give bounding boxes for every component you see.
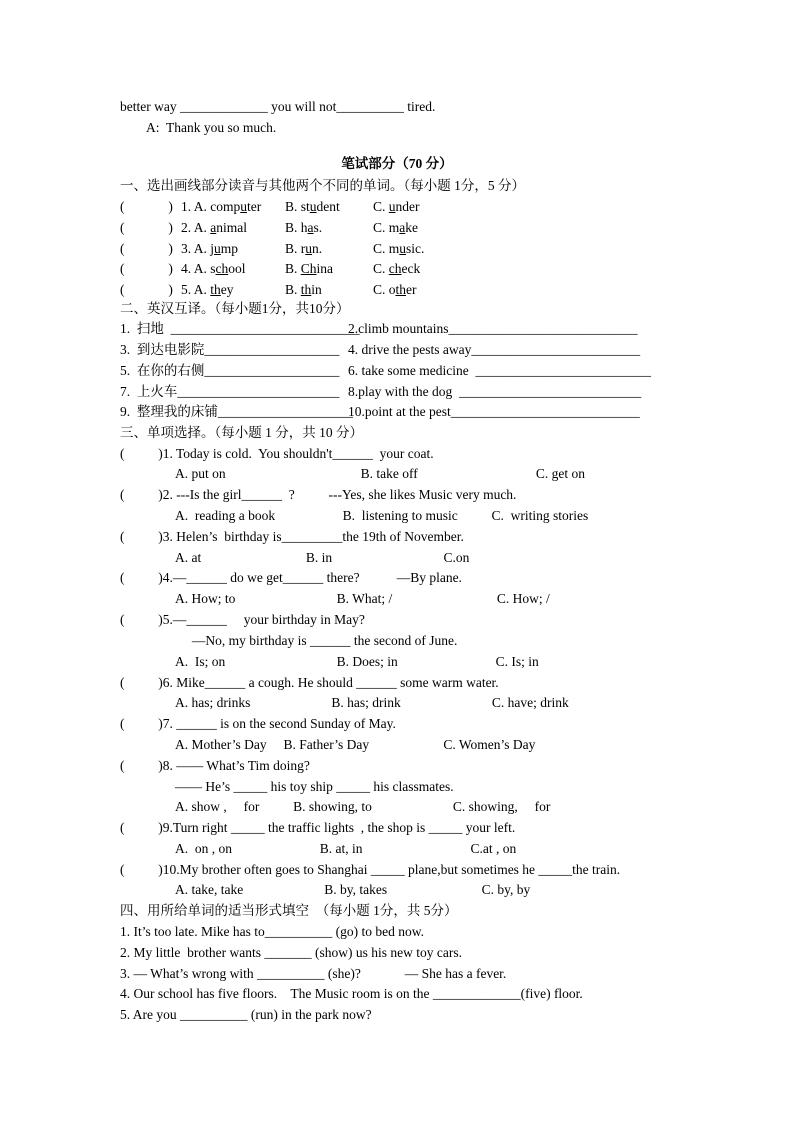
word-part: B. [285,199,301,214]
option-a [181,241,238,257]
translate-item: 3. 到达电影院____________________ [120,342,340,357]
word-part: nder [395,199,420,214]
word-part: C. [373,220,389,235]
option-a [181,199,261,215]
choice-options: A. at B. in C.on [175,550,470,565]
word-part: ina [316,261,334,276]
choice-question: ( )5.—______ your birthday in May? [120,612,365,627]
word-part: B. [285,220,301,235]
word-part: C. [373,261,389,276]
word-part: B. [285,261,301,276]
underlined-letters: Ch [300,261,317,276]
word-part: in [311,282,322,297]
choice-question: ( )4.—______ do we get______ there? —By plane. [120,570,462,585]
fill-question: 4. Our school has five floors. The Music room is on the _____________(five) floor. [120,986,583,1001]
fill-question: 2. My little brother wants _______ (show) us his new toy cars. [120,945,462,960]
answer-blank [120,220,173,236]
translate-item: 7. 上火车________________________ [120,384,340,399]
word-part: comp [210,199,241,214]
underlined-letters: u [399,241,407,256]
translate-item: 8.play with the dog ___________________________ [348,384,642,399]
word-part: er [406,282,417,297]
choice-options: —No, my birthday is ______ the second of June. [175,633,458,648]
option-c [373,220,418,236]
option-b [285,282,322,298]
word-part: ( ) [120,282,173,297]
word-part: j [210,241,215,256]
underlined-letters: u [305,241,313,256]
answer-blank [120,241,173,257]
word-part: 5. A. [181,282,211,297]
part-heading: 四、用所给单词的适当形式填空 （每小题 1分，共 5分） [120,903,458,918]
word-part: ey [220,282,234,297]
translate-item: 9. 整理我的床铺____________________ [120,404,353,419]
choice-question: ( )8. —— What’s Tim doing? [120,758,310,773]
word-part: st [300,199,310,214]
word-part: sic. [406,241,425,256]
choice-options: —— He’s _____ his toy ship _____ his classmates. [175,779,454,794]
word-part: 4. A. [181,261,211,276]
underlined-letters: th [395,282,407,297]
option-b [285,199,340,215]
option-a [181,261,246,277]
word-part: C. [373,199,389,214]
word-part: ( ) [120,199,173,214]
choice-options: A. Mother’s Day B. Father’s Day C. Women’s Day [175,737,536,752]
option-b [285,220,322,236]
answer-blank [120,199,173,215]
word-part: B. [285,241,301,256]
underlined-letters: a [399,220,406,235]
underlined-letters: a [307,220,314,235]
word-part: ( ) [120,261,173,276]
choice-question: ( )3. Helen’s birthday is_________the 19th of November. [120,529,464,544]
choice-question: ( )7. ______ is on the second Sunday of May. [120,716,396,731]
word-part: s. [313,220,323,235]
word-part: 1. A. [181,199,211,214]
word-part: m [388,241,400,256]
word-part: ( ) [120,220,173,235]
word-part: m [388,220,400,235]
option-c [373,241,424,257]
translate-item: 4. drive the pests away_________________________ [348,342,641,357]
translate-item: 5. 在你的右侧____________________ [120,363,340,378]
word-part: o [388,282,396,297]
word-part: ( ) [120,241,173,256]
choice-options: A. How; to B. What; / C. How; / [175,591,550,606]
option-b [285,241,322,257]
fill-question: 1. It’s too late. Mike has to__________ (go) to bed now. [120,924,424,939]
choice-question: ( )9.Turn right _____ the traffic lights , the shop is _____ your left. [120,820,516,835]
word-part: ter [247,199,262,214]
word-part: 3. A. [181,241,211,256]
option-c [373,282,417,298]
fill-question: 5. Are you __________ (run) in the park now? [120,1007,372,1022]
answer-blank [120,282,173,298]
word-part: B. [285,282,301,297]
option-a [181,282,234,298]
section-title: 笔试部分（70 分） [341,156,453,171]
translate-item: 10.point at the pest____________________________ [348,404,640,419]
word-part: h [300,220,308,235]
word-part: eck [401,261,421,276]
word-part: dent [316,199,340,214]
fill-question: 3. — What’s wrong with __________ (she)? — She has a fever. [120,966,507,981]
word-part: s [210,261,216,276]
choice-options: A. reading a book B. listening to music C. writing stories [175,508,589,523]
underlined-letters: a [210,220,217,235]
option-b [285,261,333,277]
translate-item: 6. take some medicine __________________________ [348,363,651,378]
choice-question: ( )2. ---Is the girl______ ? ---Yes, she likes Music very much. [120,487,517,502]
translate-item: 2.climb mountains____________________________ [348,321,638,336]
part-heading: 一、选出画线部分读音与其他两个不同的单词。（每小题 1分，5 分） [120,178,525,193]
choice-options: A. take, take B. by, takes C. by, by [175,882,531,897]
underlined-letters: ch [388,261,402,276]
word-part: C. [373,241,389,256]
choice-options: A. show , for B. showing, to C. showing, for [175,799,551,814]
answer-blank [120,261,173,277]
word-part: n. [312,241,323,256]
underlined-letters: u [388,199,396,214]
option-c [373,199,420,215]
underlined-letters: u [240,199,248,214]
underlined-letters: th [300,282,312,297]
word-part: ool [228,261,246,276]
choice-options: A. Is; on B. Does; in C. Is; in [175,654,539,669]
choice-options: A. has; drinks B. has; drink C. have; drink [175,695,569,710]
part-heading: 二、英汉互译。（每小题1分，共10分） [120,301,350,316]
word-part: 2. A. [181,220,211,235]
choice-options: A. put on B. take off C. get on [175,466,585,481]
word-part: nimal [216,220,248,235]
word-part: mp [220,241,239,256]
underlined-letters: th [210,282,221,297]
choice-question: ( )10.My brother often goes to Shanghai _____ plane,but sometimes he _____the train. [120,862,621,877]
choice-question: ( )6. Mike______ a cough. He should ______ some warm water. [120,675,499,690]
translate-item: 1. 扫地 ____________________________ [120,321,360,336]
choice-options: A. on , on B. at, in C.at , on [175,841,517,856]
option-c [373,261,420,277]
word-part: r [300,241,306,256]
underlined-letters: u [214,241,221,256]
choice-question: ( )1. Today is cold. You shouldn't______ your coat. [120,446,434,461]
word-part: C. [373,282,389,297]
word-part: ke [405,220,419,235]
option-a [181,220,247,236]
dialogue-line: A: Thank you so much. [146,120,277,135]
underlined-letters: u [309,199,317,214]
underlined-letters: ch [215,261,229,276]
dialogue-line: better way _____________ you will not__________ tired. [120,99,436,114]
part-heading: 三、单项选择。（每小题 1 分，共 10 分） [120,425,363,440]
